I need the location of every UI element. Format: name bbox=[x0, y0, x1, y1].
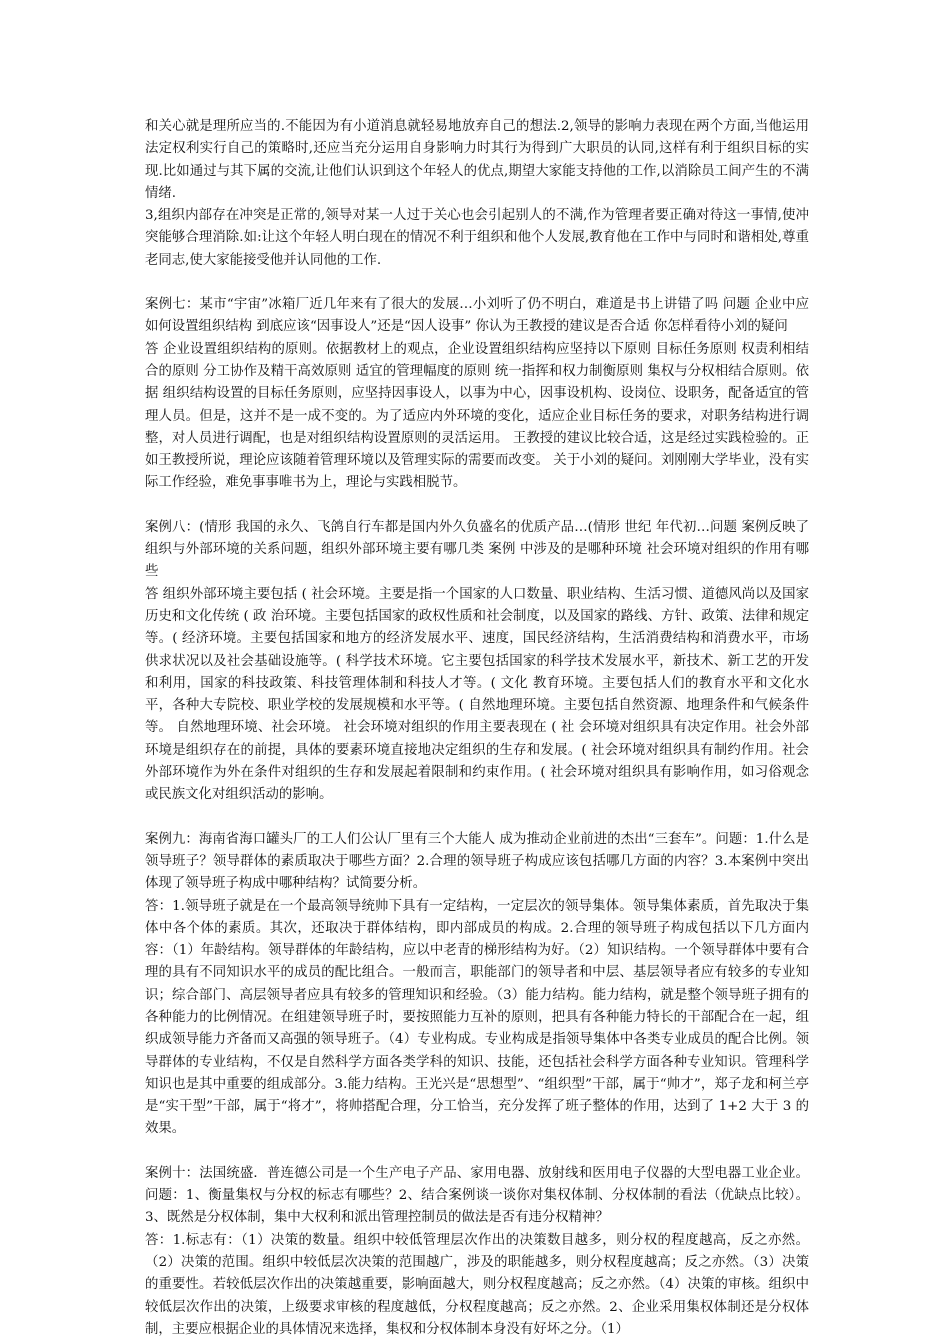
spacer bbox=[145, 807, 809, 829]
paragraph-leadership-influence: 和关心就是理所应当的.不能因为有小道消息就轻易地放弃自己的想法.2,领导的影响力表现在两个方面,当他运用法定权利实行自己的策略时,还应当充分运用自身影响力时其行为得到广大职员的认同,这样有利于组织目标的实现.比如通过与其下属的交流,让他们认识到这个年轻人的优点,期望大家能支持他的工作,以消除员工间产生的不满情绪. bbox=[145, 119, 809, 201]
spacer bbox=[145, 272, 809, 294]
document-page bbox=[145, 116, 809, 1341]
case-9-answer: 答：1.领导班子就是在一个最高领导统帅下具有一定结构，一定层次的领导集体。领导集体素质，首先取决于集体中各个体的素质。其次，还取决于群体结构，即内部成员的构成。2.合理的领导班子构成包括以下几方面内容：（1）年龄结构。领导群体的年龄结构，应以中老青的梯形结构为好。（2）知识结构。一个领导群体中要有合理的具有不同知识水平的成员的配比组合。一般而言，职能部门的领导者和中层、基层领导者应有较多的专业知识；综合部门、高层领导者应具有较多的管理知识和经验。（3）能力结构。能力结构，就是整个领导班子拥有的各种能力的比例情况。在组建领导班子时，要按照能力互补的原则，把具有各种能力特长的干部配合在一起，组织成领导能力齐备而又高强的领导班子。（4）专业构成。专业构成是指领导集体中各类专业成员的配合比例。领导群体的专业结构，不仅是自然科学方面各类学科的知识、技能，还包括社会科学方面各种专业知识。管理科学知识也是其中重要的组成部分。3.能力结构。王光兴是“思想型”、“组织型”干部，属于“帅才”，郑子龙和柯兰亭是“实干型”干部，属于“将才”，将帅搭配合理，分工恰当，充分发挥了班子整体的作用，达到了 1+2 大于 3 的效果。 bbox=[145, 898, 809, 1137]
case-9-question: 案例九：海南省海口罐头厂的工人们公认厂里有三个大能人 成为推动企业前进的杰出“三套车”。问题：1.什么是领导班子？领导群体的素质取决于哪些方面？2.合理的领导班子构成应该包括哪几方面的内容？3.本案例中突出体现了领导班子构成中哪种结构？试简要分析。 bbox=[145, 831, 809, 892]
case-7-question: 案例七：某市“宇宙”冰箱厂近几年来有了很大的发展…小刘听了仍不明白，难道是书上讲错了吗 问题 企业中应如何设置组织结构 到底应该“因事设人”还是“因人设事” 你认为王教授的建议是否合适 你怎样看待小刘的疑问 bbox=[145, 297, 809, 335]
case-7-answer: 答 企业设置组织结构的原则。依据教材上的观点，企业设置组织结构应坚持以下原则 目标任务原则 权责利相结合的原则 分工协作及精干高效原则 适宜的管理幅度的原则 统一指挥和权力制衡原则 集权与分权相结合原则。依据 组织结构设置的目标任务原则，应坚持因事设人，以事为中心，因事设机构、设岗位、设职务，配备适宜的管理人员。但是，这并不是一成不变的。为了适应内外环境的变化，适应企业目标任务的要求，对职务结构进行调整，对人员进行调配，也是对组织结构设置原则的灵活运用。 王教授的建议比较合适，这是经过实践检验的。正如王教授所说，理论应该随着管理环境以及管理实际的需要而改变。 关于小刘的疑问。刘刚刚大学毕业，没有实际工作经验，难免事事唯书为上，理论与实践相脱节。 bbox=[145, 341, 809, 491]
case-8-question: 案例八：(情形 我国的永久、飞鸽自行车都是国内外久负盛名的优质产品…(情形 世纪 年代初…问题 案例反映了组织与外部环境的关系问题，组织外部环境主要有哪几类 案例 中涉及的是哪种环境 社会环境对组织的作用有哪些 bbox=[145, 519, 809, 580]
case-10-answer: 答：1.标志有：（1）决策的数量。组织中较低管理层次作出的决策数目越多，则分权的程度越高，反之亦然。（2）决策的范围。组织中较低层次决策的范围越广，涉及的职能越多，则分权程度越高；反之亦然。（3）决策的重要性。若较低层次作出的决策越重要，影响面越大，则分权程度越高；反之亦然。（4）决策的审核。组织中较低层次作出的决策，上级要求审核的程度越低，分权程度越高；反之亦然。2、企业采用集权体制还是分权体制，主要应根据企业的具体情况来选择，集权和分权体制本身没有好坏之分。（1） bbox=[145, 1232, 809, 1337]
spacer bbox=[145, 495, 809, 517]
case-10-question: 案例十：法国统盛．普连德公司是一个生产电子产品、家用电器、放射线和医用电子仪器的大型电器工业企业。问题：1、衡量集权与分权的标志有哪些？2、结合案例谈一谈你对集权体制、分权体制的看法（优缺点比较）。3、既然是分权体制，集中大权利和派出管理控制员的做法是否有违分权精神？ bbox=[145, 1165, 809, 1226]
case-8-answer: 答 组织外部环境主要包括 ( 社会环境。主要是指一个国家的人口数量、职业结构、生活习惯、道德风尚以及国家历史和文化传统 ( 政 治环境。主要包括国家的政权性质和社会制度，以及国家的路线、方针、政策、法律和规定等。( 经济环境。主要包括国家和地方的经济发展水平、速度，国民经济结构，生活消费结构和消费水平，市场供求状况以及社会基础设施等。( 科学技术环境。它主要包括国家的科学技术发展水平，新技术、新工艺的开发和利用，国家的科技政策、科技管理体制和科技人才等。( 文化 教育环境。主要包括人们的教育水平和文化水平，各种大专院校、职业学校的发展规模和水平等。( 自然地理环境。主要包括自然资源、地理条件和气候条件等。 自然地理环境、社会环境。 社会环境对组织的作用主要表现在 ( 社 会环境对组织具有决定作用。社会外部环境是组织存在的前提，具体的要素环境直接地决定组织的生存和发展。( 社会环境对组织具有制约作用。社会外部环境作为外在条件对组织的生存和发展起着限制和约束作用。( 社会环境对组织具有影响作用，如习俗观念或民族文化对组织活动的影响。 bbox=[145, 586, 809, 803]
spacer bbox=[145, 1141, 809, 1163]
paragraph-conflict-handling: 3,组织内部存在冲突是正常的,领导对某一人过于关心也会引起别人的不满,作为管理者要正确对待这一事情,使冲突能够合理消除.如:让这个年轻人明白现在的情况不利于组织和他个人发展,教育他在工作中与同时和谐相处,尊重老同志,使大家能接受他并认同他的工作. bbox=[145, 208, 809, 268]
